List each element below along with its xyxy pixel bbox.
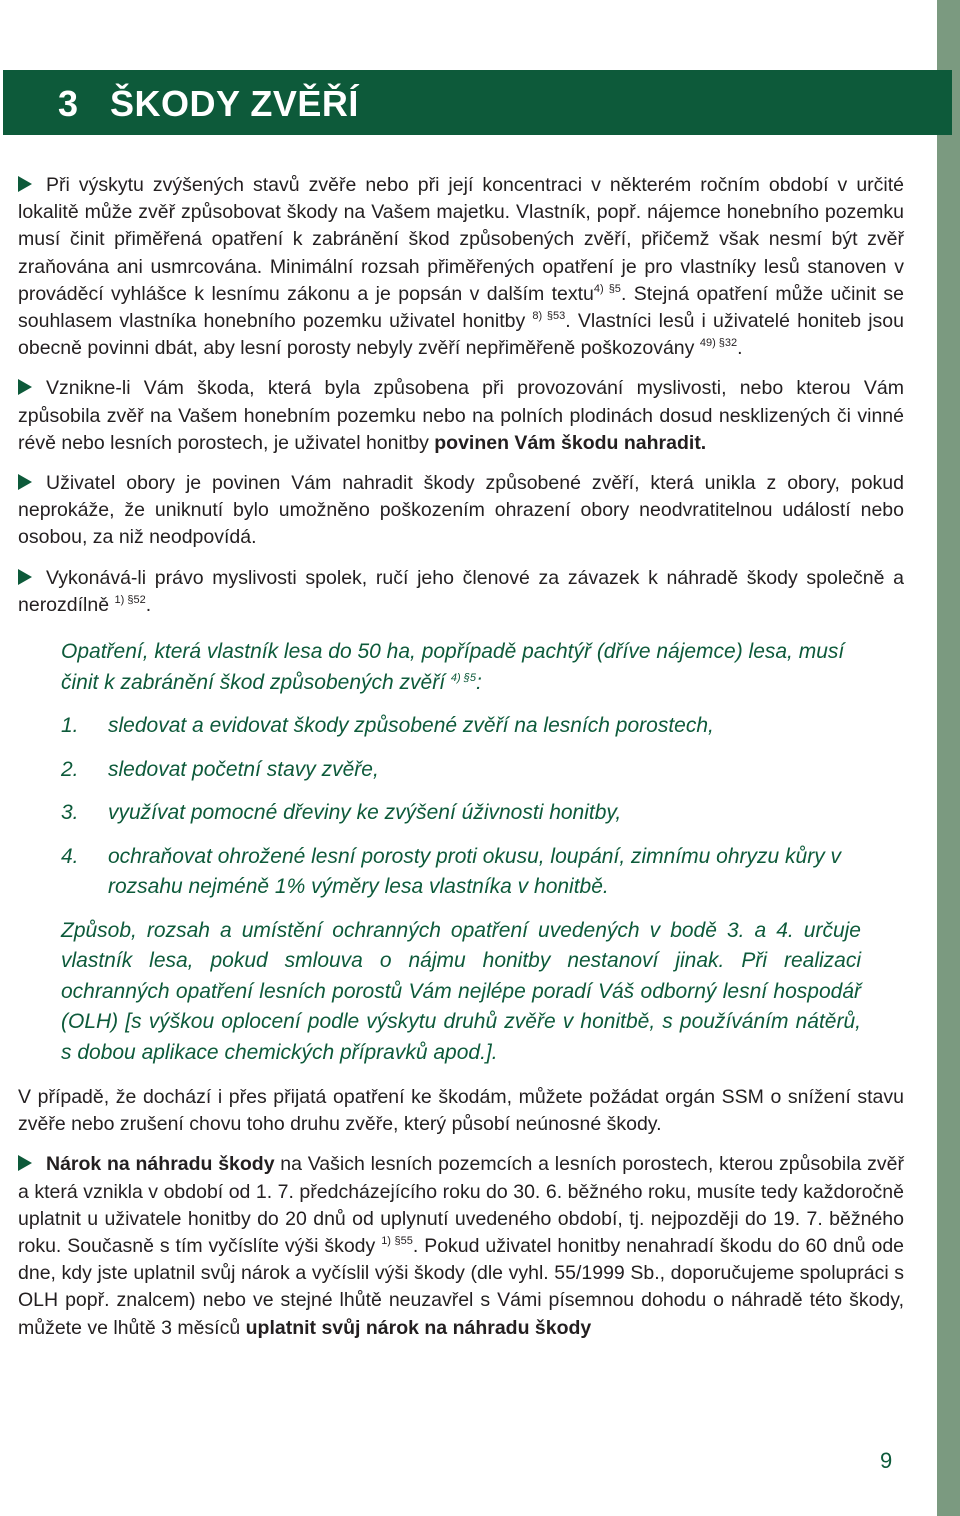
footnote-ref: 4) §5: [450, 671, 476, 684]
measures-list: [61, 711, 861, 903]
paragraph-damage-intro: Při výskytu zvýšených stavů zvěře nebo při její koncentraci v některém ročním období v určité lokalitě může zvěř způsobovat škody na Vašem majetku. Vlastník, popř. nájemce honebního pozemku musí činit přiměřená opatření k zabránění škod způsobených zvěří, přičemž však nesmí být zvěř zraňována ani usmrcována. Minimální rozsah přiměřených opatření je pro vlastníky lesů stanoven v prováděcí vyhlášce k lesnímu zákonu a je popsán v dalším textu$^{4) \S 5}$. Stejná opatření může učinit se souhlasem vlastníka honebního pozemku uživatel honitby $^{8) \S 53}$. Vlastníci lesů i uživatelé honiteb jsou obecně povinni dbát, aby lesní porosty nebyly zvěří nepřiměřeně poškozovány $^{49) \S 32}$.: [18, 174, 905, 360]
paragraph-association: Vykonává-li právo myslivosti spolek, ručí jeho členové za závazek k náhradě škody společně a nerozdílně $^{1) \S 52}$.: [18, 566, 904, 616]
list-item: 3. využívat pomocné dřeviny ke zvýšení úživnosti honitby,: [61, 801, 622, 825]
footnote-ref: 8) §53: [532, 310, 566, 323]
measures-closing: Způsob, rozsah a umístění ochranných opatření uvedených v bodě 3. a 4. určuje vlastník lesa, pokud smlouva o nájmu honitby nestanoví jinak. Při realizaci ochranných opatření lesních porostů Vám nejlépe poradí Váš odborný lesní hospodář (OLH) [s výškou oplocení podle výskytu druhů zvěře v honitbě, s používáním nátěrů, s dobou aplikace chemických přípravků apod.].: [61, 918, 861, 1064]
triangle-bullet-icon: [18, 474, 32, 490]
list-item: 4. ochraňovat ohrožené lesní porosty proti okusu, loupání, zimnímu ohryzu kůry v rozsahu nejméně 1% výměry lesa vlastníka v honitbě.: [61, 844, 842, 899]
side-color-strip: [937, 0, 960, 1516]
paragraph-claim-deadline: Nárok na náhradu škody na Vašich lesních pozemcích a lesních porostech, kterou způsobila zvěř a která vznikla v období od 1. 7. předcházejícího roku do 30. 6. běžného roku, musíte tedy každoročně uplatnit u uživatele honitby do 20 dnů od uplynutí uvedeného období, tj. nejpozději do 19. 7. běžného roku. Současně s tím vyčíslíte výši škody $^{1) \S 55}$. Pokud uživatel honitby nenahradí škodu do 60 dnů ode dne, kdy jste uplatnil svůj nárok a vyčíslil výši škody (dle vyhl. 55/1999 Sb., doporučujeme spolupráci s OLH popř. znalcem) nebo ve stejné lhůtě neuzavřel s Vámi písemnou dohodu o náhradě této škody, můžete ve lhůtě 3 měsíců uplatnit svůj nárok na náhradu škody: [18, 1153, 905, 1339]
list-item: 2. sledovat početní stavy zvěře,: [61, 757, 379, 781]
forest-owner-measures-box: [61, 637, 861, 1068]
triangle-bullet-icon: [18, 1155, 32, 1171]
page-content: [18, 172, 904, 1342]
chapter-title: [58, 82, 359, 126]
triangle-bullet-icon: [18, 569, 32, 585]
footnote-ref: 4) §5: [593, 282, 621, 295]
triangle-bullet-icon: [18, 379, 32, 395]
measures-intro: Opatření, která vlastník lesa do 50 ha, popřípadě pachtýř (dříve nájemce) lesa, musí činit k zabránění škod způsobených zvěří $^{4) \S 5}$:: [61, 640, 845, 694]
chapter-number: 3: [58, 83, 79, 124]
chapter-heading: ŠKODY ZVĚŘÍ: [110, 83, 359, 124]
paragraph-ssm-request: V případě, že dochází i přes přijatá opatření ke škodám, můžete požádat orgán SSM o snížení stavu zvěře nebo zrušení chovu toho druhu zvěře, který působí neúnosné škody.: [18, 1086, 904, 1136]
paragraph-compensation-duty: Vznikne-li Vám škoda, která byla způsobena při provozování myslivosti, nebo kterou Vám způsobila zvěř na Vašem honebním pozemku nebo na polních plodinách dosud nesklizených či vinné révě nebo lesních porostech, je uživatel honitby povinen Vám škodu nahradit.: [18, 377, 904, 454]
list-item: 1. sledovat a evidovat škody způsobené zvěří na lesních porostech,: [61, 714, 714, 738]
page-number: 9: [880, 1448, 893, 1473]
paragraph-game-reserve: Uživatel obory je povinen Vám nahradit škody způsobené zvěří, která unikla z obory, pokud neprokáže, že uniknutí bylo umožněno poškozením ohrazení obory neodvratitelnou událostí nebo osobou, za niž neodpovídá.: [18, 472, 904, 549]
footnote-ref: 1) §52: [114, 593, 146, 606]
triangle-bullet-icon: [18, 176, 32, 192]
footnote-ref: 1) §55: [381, 1235, 413, 1248]
footnote-ref: 49) §32: [699, 337, 738, 350]
